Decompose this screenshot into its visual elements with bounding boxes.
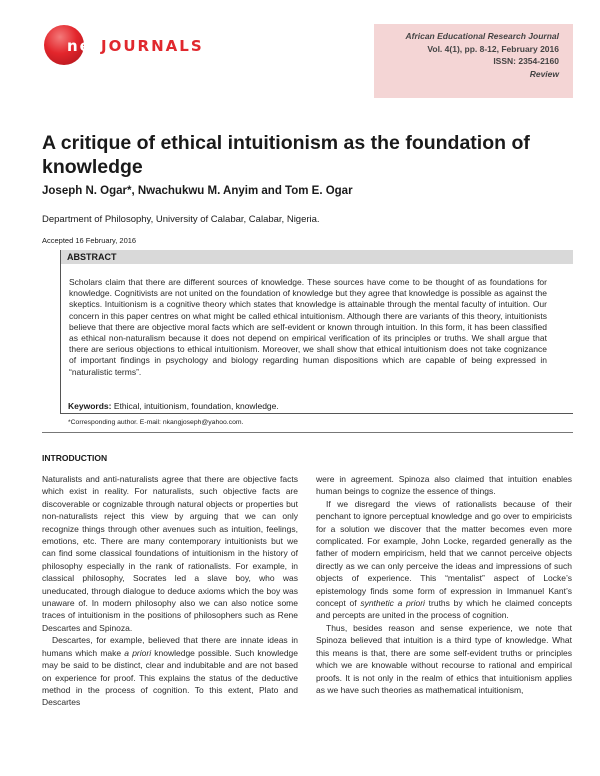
logo-text xyxy=(67,37,204,55)
paragraph xyxy=(316,498,572,622)
affiliation: Department of Philosophy, University of Calabar, Calabar, Nigeria. xyxy=(42,214,320,225)
abstract-box xyxy=(60,250,573,414)
journal-name: African Educational Research Journal xyxy=(405,31,559,41)
body-column-right xyxy=(316,473,572,696)
text-run: truths by which he claimed concepts and percepts are united in the process of cognition. xyxy=(316,598,572,621)
keywords xyxy=(68,401,279,411)
text-run: knowledge possible. Such knowledge may be said to be distinct, clear and indubitable and are not based on experience for proof. This explains the status of the deductive method in the process of cognition. To this extent, Plato and Descartes xyxy=(42,647,299,708)
text-run: If we disregard the views of rationalists because of their penchant to ignore perceptual knowledge and go over to empiricists for a solution we discover that the matter becomes even more complicated. For example, John Locke, regarded generally as the father of modern empiricism, held that we cannot perceive objects directly as we can only perceive the ideas and impressions of such objects of experience. This “mentalist” aspect of Locke’s epistemology finds some form of expression in Immanuel Kant’s concept of xyxy=(316,498,572,609)
logo-text-rest: JOURNALS xyxy=(101,37,204,55)
paragraph xyxy=(42,634,298,708)
emphasis-text: synthetic a priori xyxy=(360,598,425,609)
keywords-list: Ethical, intuitionism, foundation, knowledge. xyxy=(111,401,279,411)
accepted-date: Accepted 16 February, 2016 xyxy=(42,236,137,245)
introduction-heading: INTRODUCTION xyxy=(42,453,108,463)
paragraph: were in agreement. Spinoza also claimed that intuition enables human beings to cognize the essence of things. xyxy=(316,474,572,497)
abstract-text: Scholars claim that there are different sources of knowledge. These sources have come to be thought of as foundations for knowledge. Cognitivists are not united on the foundation of knowledge but they agree that knowledge is possible as against the skeptics. Intuitionism is a cognitive theory which states that knowledge is attainable through the mental faculty of intuition. Our concern in this paper centres on what might be called ethical intuitionism. Although there are variants of this theory, intuitionists believe that there are objective moral facts which are self-evident or known through intuition. In this form, it has been classified as ethical non-naturalism because it does not depend on empirical verification of its principles or truths. We shall argue that there are serious objections to ethical intuitionism. Moreover, we shall show that ethical intuitionism does not take cognizance of important findings in psychology and biology regarding human dispositions which are capable of being expressed in “naturalistic terms”. xyxy=(69,277,547,377)
abstract-heading: ABSTRACT xyxy=(61,250,573,264)
text-run: Descartes, for example, believed that there are innate ideas in humans which make xyxy=(42,635,298,658)
paragraph: Naturalists and anti-naturalists agree that there are objective facts which exist in reality. For naturalists, such objective facts are discoverable or cognizable through natural objects or properties but non-naturalists reject this view by arguing that we can only recognize things through other avenues such as intuition, feelings, emotions, etc. There are many contemporary intuitionists but we can find some classical foundations of intuitionism in the history of philosophy especially in the rank of rationalists. For example, in classical philosophy, Socrates led a slave boy, who was uneducated, through dialogue to deduce axioms which the boy was unaware of. In modern philosophy also we can also notice some traces of intuitionism in the positions of philosophers such as Rene Descartes and Spinoza. xyxy=(42,474,298,633)
journal-issn: ISSN: 2354-2160 xyxy=(493,56,559,66)
corresponding-author: *Corresponding author. E-mail: nkangjoseph@yahoo.com. xyxy=(68,419,244,426)
section-divider xyxy=(42,432,573,433)
body-column-left xyxy=(42,473,298,709)
article-type: Review xyxy=(529,68,559,79)
paragraph: Thus, besides reason and sense experience, we note that Spinoza believed that intuition is a third type of knowledge. What this means is that, there are some self-evident truths or principles which we are knowable without recourse to rational and empirical proofs. It is not only in the realm of ethics that intuitionism applies as we have such theories as mathematical intuitionism, xyxy=(316,622,572,695)
keywords-label: Keywords: xyxy=(68,401,112,411)
netjournals-logo xyxy=(44,25,209,67)
journal-volume: Vol. 4(1), pp. 8-12, February 2016 xyxy=(427,43,559,54)
author-list: Joseph N. Ogar*, Nwachukwu M. Anyim and Tom E. Ogar xyxy=(42,185,353,197)
emphasis-text: a priori xyxy=(124,647,152,658)
logo-text-first: net xyxy=(67,37,102,55)
journal-info-box xyxy=(374,24,573,98)
article-title: A critique of ethical intuitionism as the foundation of knowledge xyxy=(42,132,530,178)
